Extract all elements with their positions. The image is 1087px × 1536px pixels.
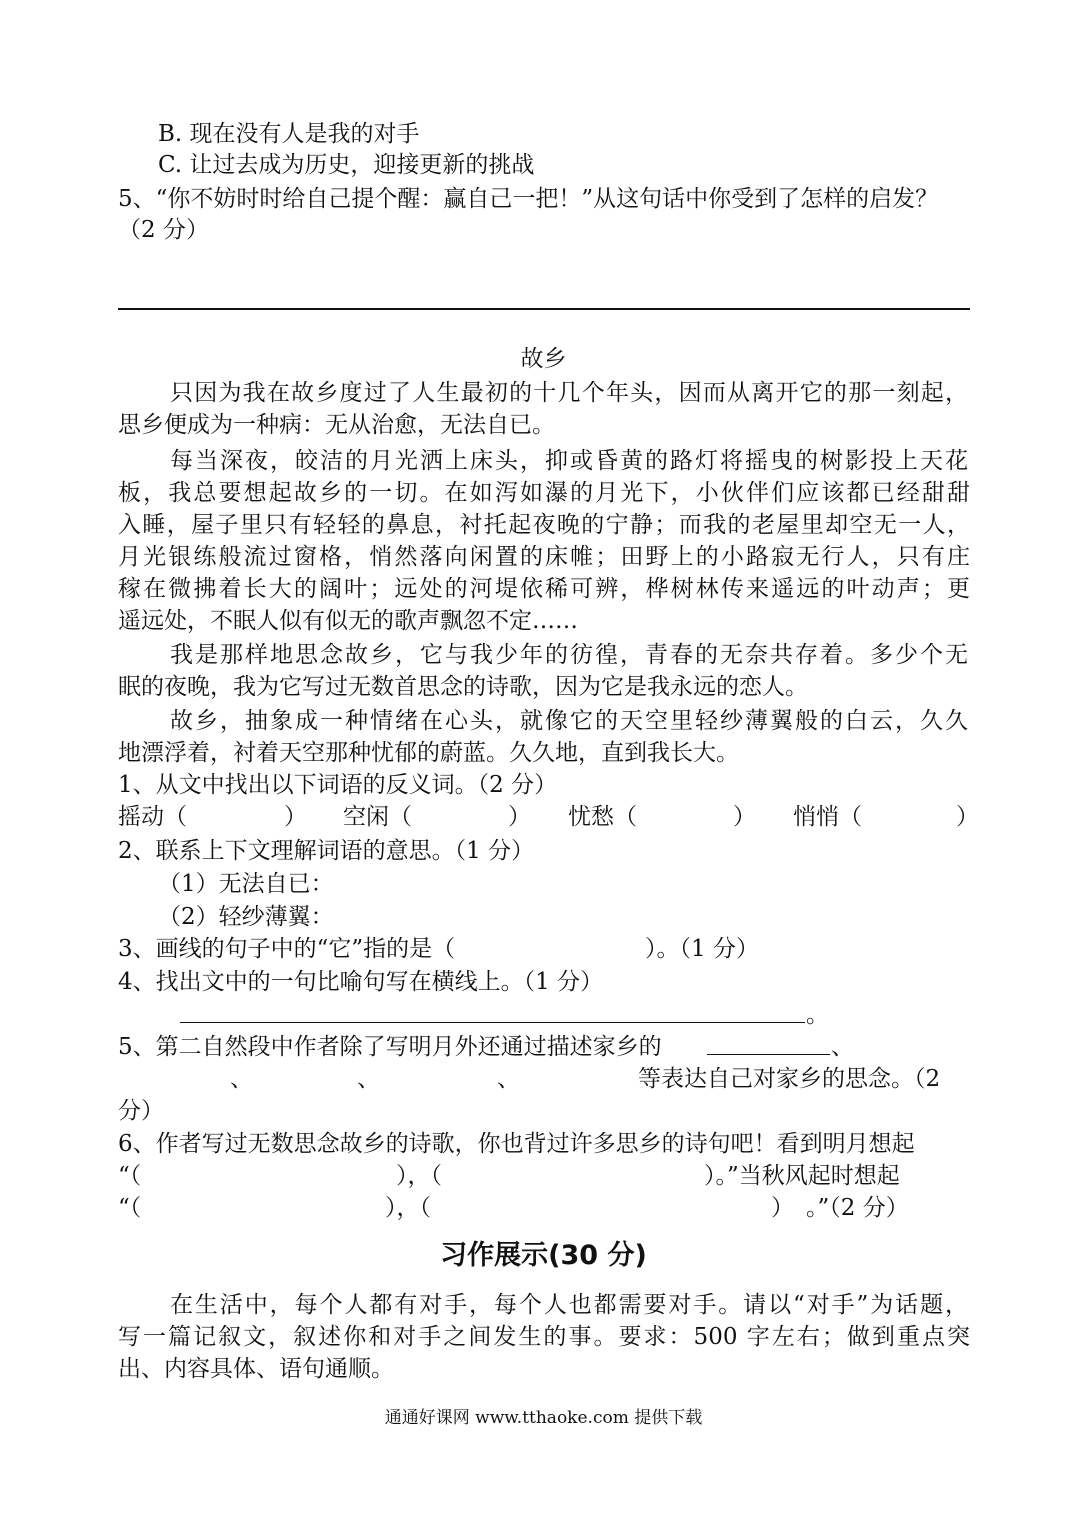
passage-line: 只因为我在故乡度过了人生最初的十几个年头，因而从离开它的那一刻起， <box>170 380 968 406</box>
question-5-score: 分） <box>118 1098 164 1124</box>
question-6-mid: ），（ <box>385 1195 431 1221</box>
passage-line: 入睡，屋子里只有轻轻的鼻息，衬托起夜晚的宁静；而我的老屋里却空无一人， <box>118 512 970 538</box>
antonym-close-4: ） <box>956 804 979 830</box>
passage-line: 地漂浮着，衬着天空那种忧郁的蔚蓝。久久地，直到我长大。 <box>118 740 739 766</box>
question-5-comma: 、 <box>831 1034 854 1060</box>
question-6-open: “（ <box>118 1195 142 1221</box>
passage-line: 板，我总要想起故乡的一切。在如泻如瀑的月光下，小伙伴们应该都已经甜甜 <box>118 480 970 506</box>
passage-line: 稼在微拂着长大的阔叶；远处的河堤依稀可辨，桦树林传来遥远的叶动声；更 <box>118 576 970 602</box>
passage-line: 遥远处，不眠人似有似无的歌声飘忽不定…… <box>118 608 578 634</box>
passage-line: 思乡便成为一种病：无从治愈，无法自已。 <box>118 412 555 438</box>
answer-line <box>118 308 970 310</box>
answer-blank[interactable] <box>707 1032 830 1055</box>
question-6-close: ） <box>771 1195 794 1221</box>
passage-line: 月光银练般流过窗格，悄然落向闲置的床帷；田野上的小路寂无行人，只有庄 <box>118 544 970 570</box>
antonym-word-2: 空闲（ <box>343 804 412 830</box>
question-5-comma: 、 <box>497 1066 520 1092</box>
passage-line: 眠的夜晚，我为它写过无数首思念的诗歌，因为它是我永远的恋人。 <box>118 674 808 700</box>
passage-line: 我是那样地思念故乡，它与我少年的彷徨，青春的无奈共存着。多少个无 <box>170 642 968 668</box>
question-2-a: （1）无法自已： <box>158 871 334 897</box>
composition-heading: 习作展示(30 分) <box>440 1240 647 1271</box>
question-4: 4、找出文中的一句比喻句写在横线上。（1 分） <box>118 969 604 995</box>
composition-line: 出、内容具体、语句通顺。 <box>118 1356 394 1382</box>
footer-source: 通通好课网 www.tthaoke.com 提供下载 <box>384 1408 703 1428</box>
passage-line: 每当深夜，皎洁的月光洒上床头，抑或昏黄的路灯将摇曳的树影投上天花 <box>170 448 968 474</box>
antonym-close-2: ） <box>508 804 531 830</box>
antonym-close-3: ） <box>733 804 756 830</box>
prev-question-5: 5、“你不妨时时给自己提个醒：赢自己一把！”从这句话中你受到了怎样的启发？ <box>118 186 939 212</box>
question-6-end: ）。”当秋风起时想起 <box>704 1163 900 1189</box>
prev-question-5-score: （2 分） <box>118 217 209 243</box>
question-6: 6、作者写过无数思念故乡的诗歌，你也背过许多思乡的诗句吧！看到明月想起 <box>118 1131 915 1157</box>
question-6-mid: ），（ <box>396 1163 442 1189</box>
option-c: C. 让过去成为历史，迎接更新的挑战 <box>158 152 535 178</box>
composition-line: 在生活中，每个人都有对手，每个人也都需要对手。请以“对手”为话题， <box>170 1292 968 1318</box>
question-5-start: 5、第二自然段中作者除了写明月外还通过描述家乡的 <box>118 1034 662 1060</box>
question-6-score: 。”（2 分） <box>806 1195 909 1221</box>
antonym-close-1: ） <box>284 804 307 830</box>
question-2: 2、联系上下文理解词语的意思。（1 分） <box>118 838 535 864</box>
question-3-start: 3、画线的句子中的“它”指的是（ <box>118 936 456 962</box>
question-3-end: ）。（1 分） <box>645 936 759 962</box>
antonym-word-1: 摇动（ <box>118 804 187 830</box>
question-5-rest: 等表达自己对家乡的思念。（2 <box>638 1066 941 1092</box>
question-4-period: 。 <box>806 1002 829 1028</box>
antonym-word-4: 悄悄（ <box>793 804 862 830</box>
passage-line: 故乡，抽象成一种情绪在心头，就像它的天空里轻纱薄翼般的白云，久久 <box>170 708 968 734</box>
question-5-comma: 、 <box>230 1066 253 1092</box>
question-2-b: （2）轻纱薄翼： <box>158 904 334 930</box>
option-b: B. 现在没有人是我的对手 <box>158 121 420 147</box>
passage-title: 故乡 <box>520 346 567 372</box>
antonym-word-3: 忧愁（ <box>568 804 637 830</box>
question-6-open: “（ <box>118 1163 142 1189</box>
answer-blank[interactable] <box>180 1000 805 1023</box>
composition-line: 写一篇记叙文，叙述你和对手之间发生的事。要求：500 字左右；做到重点突 <box>118 1324 970 1350</box>
question-5-comma: 、 <box>357 1066 380 1092</box>
question-1: 1、从文中找出以下词语的反义词。（2 分） <box>118 772 558 798</box>
